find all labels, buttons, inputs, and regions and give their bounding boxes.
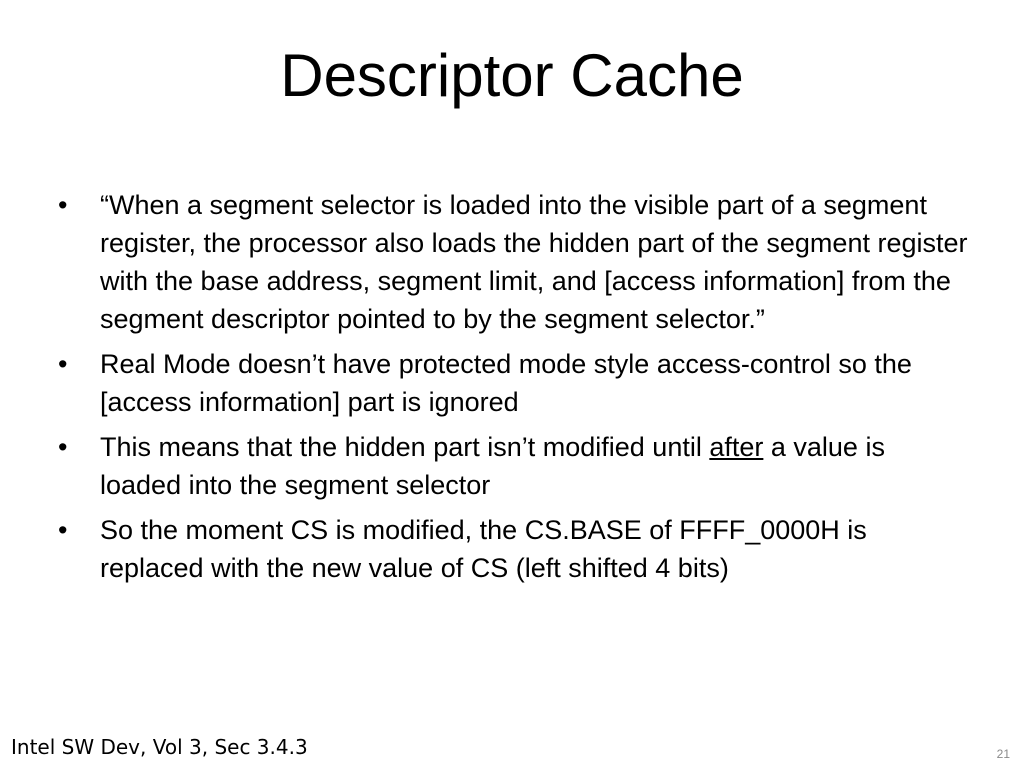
bullet-icon: •	[58, 432, 68, 462]
bullet-icon: •	[58, 190, 68, 220]
bullet-icon: •	[58, 515, 68, 545]
page-number: 21	[996, 747, 1010, 761]
bullet-item-real-mode	[58, 345, 968, 421]
bullet-text-after: a value is loaded into the segment selector	[100, 432, 885, 500]
bullet-icon: •	[58, 349, 68, 379]
bullet-text: Real Mode doesn’t have protected mode style access-control so the [access information] part is ignored	[100, 349, 912, 417]
bullet-text: “When a segment selector is loaded into the visible part of a segment register, the processor also loads the hidden part of the segment register with the base address, segment limit, and [access information] from the segment descriptor pointed to by the segment selector.”	[100, 190, 968, 334]
slide-title: Descriptor Cache	[280, 42, 744, 109]
bullet-text: So the moment CS is modified, the CS.BASE of FFFF_0000H is replaced with the new value of CS (left shifted 4 bits)	[100, 515, 867, 583]
bullet-list	[58, 186, 968, 594]
bullet-item-cs-base	[58, 511, 968, 587]
bullet-text-before: This means that the hidden part isn’t modified until	[100, 432, 710, 462]
bullet-item-quote	[58, 186, 968, 338]
bullet-text-emphasis: after	[709, 432, 764, 462]
bullet-item-hidden-part	[58, 428, 968, 504]
footer-source: Intel SW Dev, Vol 3, Sec 3.4.3	[11, 735, 308, 759]
